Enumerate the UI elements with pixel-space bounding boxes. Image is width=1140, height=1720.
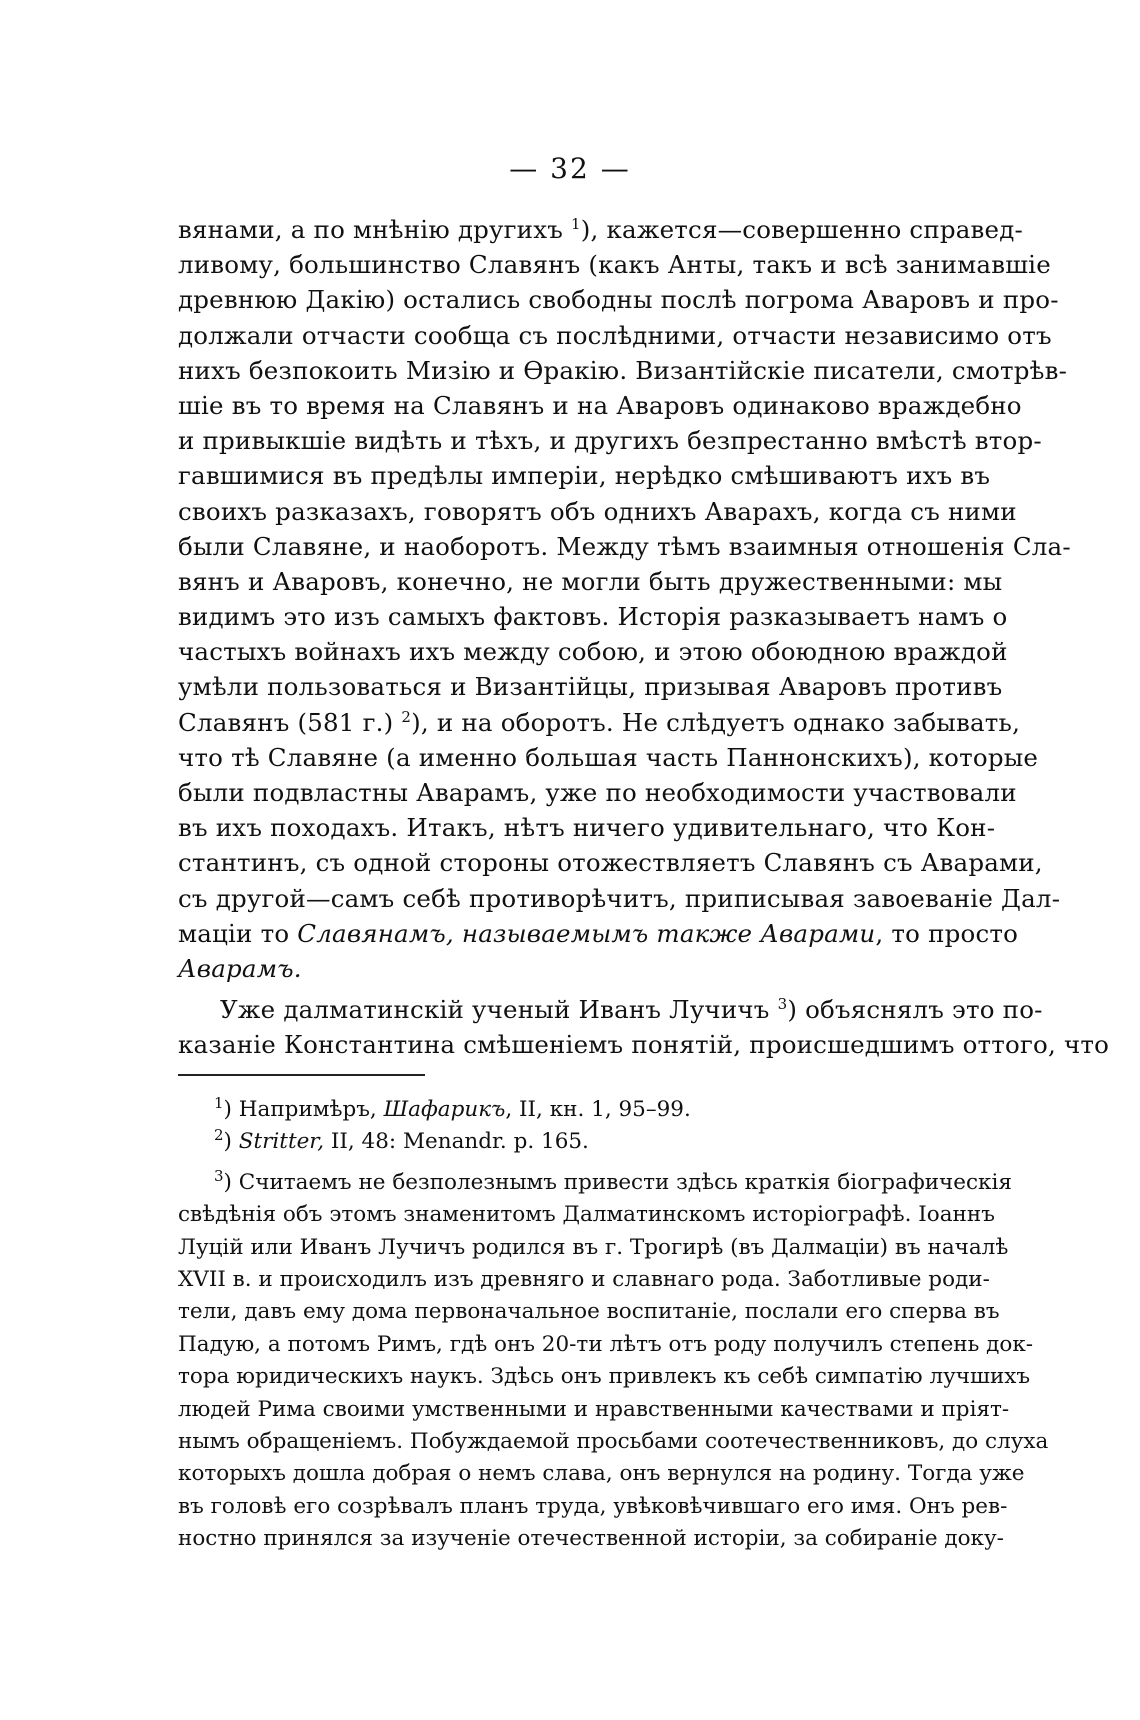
text-line: нихъ безпокоить Мизію и Ѳракію. Византійскіе писатели, смотрѣв- xyxy=(178,355,1068,385)
footnote-1: $^1$) Напримѣръ, Шафарикъ, II, кн. 1, 95–99. xyxy=(214,1093,691,1122)
text-line: вянъ и Аваровъ, конечно, не могли быть дружественными: мы xyxy=(178,566,1003,596)
text-line: что тѣ Славяне (а именно большая часть Паннонскихъ), которые xyxy=(178,742,1039,772)
footnote-divider xyxy=(178,1074,425,1076)
footnote-line: XVII в. и происходилъ изъ древняго и славнаго рода. Заботливые роди- xyxy=(178,1266,990,1292)
text-line: должали отчасти сообща съ послѣдними, отчасти независимо отъ xyxy=(178,320,1052,350)
text-line: Аварамъ. xyxy=(178,953,302,983)
text-line: казаніе Константина смѣшеніемъ понятій, происшедшимъ оттого, что xyxy=(178,1030,1110,1060)
text-line: Уже далматинскій ученый Иванъ Лучичъ $^3$) объяснялъ это по- xyxy=(220,994,1043,1025)
text-line: умѣли пользоваться и Византійцы, призывая Аваровъ противъ xyxy=(178,672,1003,702)
text-line: Славянъ (581 г.) $^2$), и на оборотъ. Не слѣдуетъ однако забывать, xyxy=(178,707,1021,737)
text-line: шіе въ то время на Славянъ и на Аваровъ одинаково враждебно xyxy=(178,390,1022,420)
text-line: частыхъ войнахъ ихъ между собою, и этою обоюдною враждой xyxy=(178,637,1008,667)
text-line: ливому, большинство Славянъ (какъ Анты, такъ и всѣ занимавшіе xyxy=(178,250,1051,280)
footnote-2: $^2$) Stritter, II, 48: Menandr. p. 165. xyxy=(214,1126,589,1155)
text-line: видимъ это изъ самыхъ фактовъ. Исторія разказываетъ намъ о xyxy=(178,602,1008,632)
text-line: маціи то Славянамъ, называемымъ также Аварами, то просто xyxy=(178,918,1019,948)
footnote-line: тора юридическихъ наукъ. Здѣсь онъ привлекъ къ себѣ симпатію лучшихъ xyxy=(178,1364,1031,1390)
footnote-line: въ головѣ его созрѣвалъ планъ труда, увѣковѣчившаго его имя. Онъ рев- xyxy=(178,1493,1008,1519)
footnote-line: Луцій или Иванъ Лучичъ родился въ г. Трогирѣ (въ Далмаціи) въ началѣ xyxy=(178,1234,1009,1260)
text-line: древнюю Дакію) остались свободны послѣ погрома Аваровъ и про- xyxy=(178,285,1059,315)
text-line: въ ихъ походахъ. Итакъ, нѣтъ ничего удивительнаго, что Кон- xyxy=(178,813,996,843)
footnotes xyxy=(178,1093,1049,1555)
text-line: съ другой—самъ себѣ противорѣчитъ, приписывая завоеваніе Дал- xyxy=(178,883,1061,913)
text-line: своихъ разказахъ, говорятъ объ однихъ Аварахъ, когда съ ними xyxy=(178,496,1017,526)
italic-phrase: Славянамъ, называемымъ также Аварами xyxy=(297,918,876,948)
main-text xyxy=(178,212,1110,1063)
text-line: вянами, а по мнѣнію другихъ $^1$), кажется—совершенно справед- xyxy=(178,214,1024,244)
footnote-line: нымъ обращеніемъ. Побуждаемой просьбами соотечественниковъ, до слуха xyxy=(178,1428,1049,1454)
footnote-line: которыхъ дошла добрая о немъ слава, онъ вернулся на родину. Тогда уже xyxy=(178,1461,1025,1487)
footnote-line: тели, давъ ему дома первоначальное воспитаніе, послали его сперва въ xyxy=(178,1299,1000,1325)
footnote-line: людей Рима своими умственными и нравственными качествами и пріят- xyxy=(178,1396,1010,1422)
text-line: были Славяне, и наоборотъ. Между тѣмъ взаимныя отношенія Сла- xyxy=(178,531,1071,561)
text-line: были подвластны Аварамъ, уже по необходимости участвовали xyxy=(178,778,1017,807)
footnote-ref: 1 xyxy=(571,214,581,233)
footnote-ref: 3 xyxy=(777,994,788,1013)
footnote-3: $^3$) Считаемъ не безполезнымъ привести здѣсь краткія біографическія xyxy=(214,1166,1012,1195)
footnote-line: ностно принялся за изученіе отечественной исторіи, за собираніе доку- xyxy=(178,1526,1004,1552)
text-line: стантинъ, съ одной стороны отожествляетъ Славянъ съ Аварами, xyxy=(178,848,1043,878)
text-line: гавшимися въ предѣлы имперіи, нерѣдко смѣшиваютъ ихъ въ xyxy=(178,461,991,491)
page-number: — 32 — xyxy=(509,152,631,185)
text-line: и привыкшіе видѣть и тѣхъ, и другихъ безпрестанно вмѣстѣ втор- xyxy=(178,426,1042,456)
footnote-line: свѣдѣнія объ этомъ знаменитомъ Далматинскомъ исторіографѣ. Іоаннъ xyxy=(178,1202,995,1228)
footnote-line: Падую, а потомъ Римъ, гдѣ онъ 20-ти лѣтъ отъ роду получилъ степень док- xyxy=(178,1331,1034,1357)
footnote-ref: 2 xyxy=(401,707,412,726)
